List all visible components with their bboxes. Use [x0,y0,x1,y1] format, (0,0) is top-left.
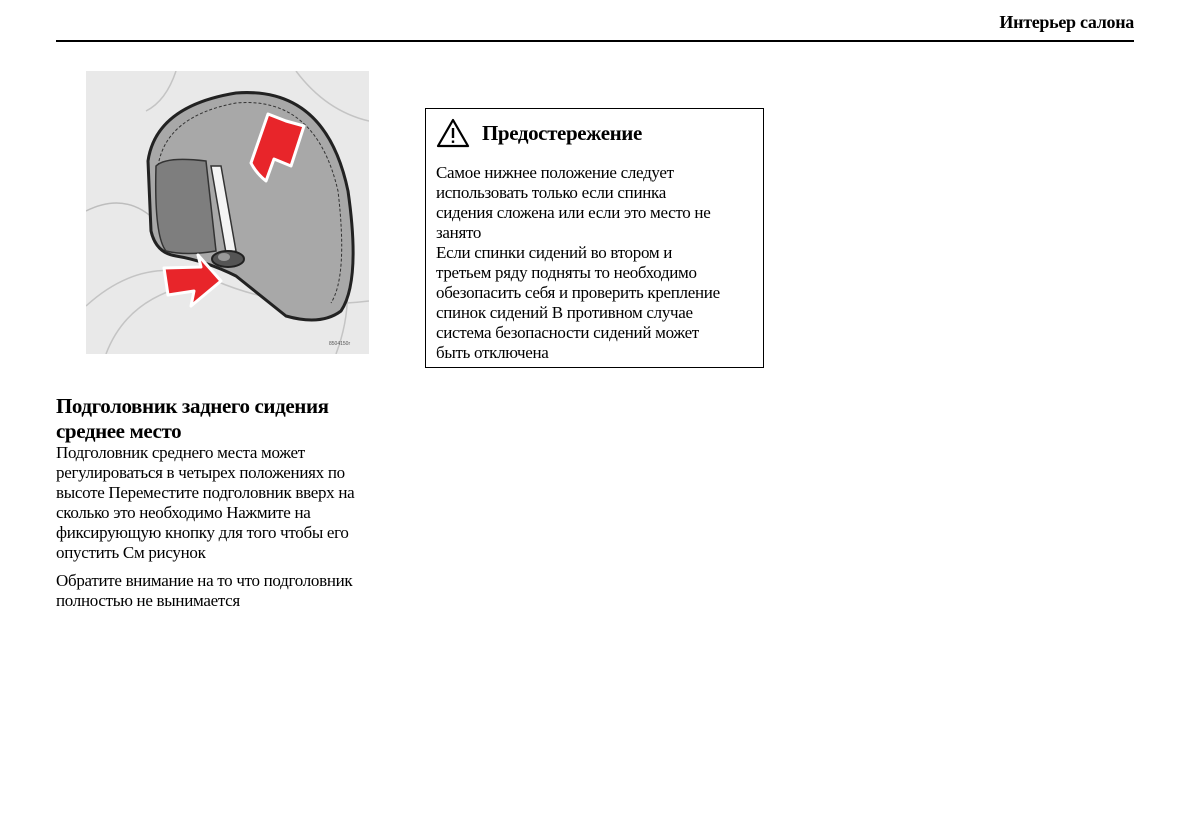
warning-box [425,108,764,368]
page-header-title: Интерьер салона [999,12,1134,32]
header-divider [56,40,1134,42]
figure-code: 8504150r [329,341,351,347]
section-paragraph-1: Подголовник среднего места может регулироваться в четырех положениях по высоте Переместите подголовник вверх на сколько это необходимо Нажмите на фиксирующую кнопку для того чтобы его опустить См рисунок [56,443,355,562]
warning-triangle-icon [436,118,470,148]
warning-header [436,117,753,149]
warning-title: Предостережение [482,120,642,145]
headrest-drawing [86,71,369,354]
section-title: Подголовник заднего сидения среднее место [56,394,329,443]
headrest-illustration [86,71,369,354]
warning-text: Самое нижнее положение следует использовать только если спинка сидения сложена или если это место не занято Если спинки сидений во втором и третьем ряду подняты то необходимо обезопасить себя и проверить крепление спинок сидений В противном случае система безопасности сидений может быть отключена [436,163,720,362]
section-paragraph-2: Обратите внимание на то что подголовник полностью не вынимается [56,571,353,610]
